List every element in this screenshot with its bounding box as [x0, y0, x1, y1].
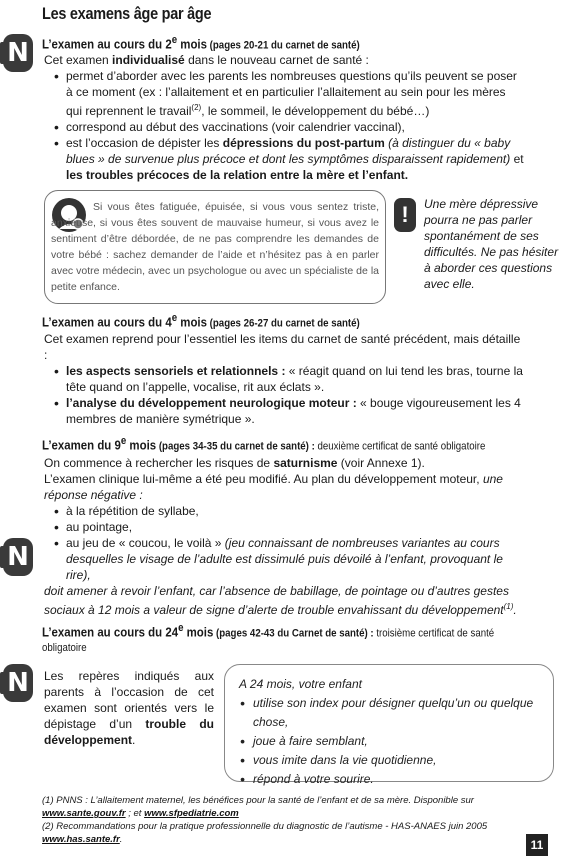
footnotes: (1) PNNS : L’allaitement maternel, les bénéfices pour la santé de l’enfant et de sa mère. Disponible sur www.sante.gouv.fr ; et www.sfpediatrie.com (2) Recommandations pour la pratique professionnelle du diagnostic de l’autisme - HAS-ANAES juin 2005 www.has.sante.fr.: [42, 795, 488, 845]
section-24-mois-heading: L’examen au cours du 24e mois (pages 42-43 du Carnet de santé) : troisième certificat de santé obligatoire: [42, 622, 495, 655]
list-item: • répond à votre sourire.: [239, 770, 553, 789]
section-4-mois-body: Cet examen reprend pour l’essentiel les items du carnet de santé précédent, mais détaille : • les aspects sensoriels et relationnels : « réagit quand on lui tend les bras, tourne la tête quand on l’appelle, vocalise, rit aux éclats ». • l’analyse du développement neurologique moteur : « bouge vigoureusement les 4 membres de manière symétrique ».: [44, 331, 524, 427]
list-item: • est l’occasion de dépister les dépressions du post-partum (à distinguer du « baby blues » de survenue plus précoce et dont les symptômes disparaissent rapidement) et les troubles précoces de la relation entre la mère et l’enfant.: [44, 135, 524, 183]
link-sfpediatrie[interactable]: www.sfpediatrie.com: [144, 808, 239, 819]
section-2-mois-heading: L’examen au cours du 2e mois (pages 20-21 du carnet de santé): [42, 34, 360, 52]
page-title: Les examens âge par âge: [42, 4, 212, 23]
section-4-mois-heading: L’examen au cours du 4e mois (pages 26-27 du carnet de santé): [42, 312, 360, 330]
link-sante-gouv[interactable]: www.sante.gouv.fr: [42, 808, 126, 819]
list-item: • utilise son index pour désigner quelqu’un ou quelque chose,: [239, 694, 553, 732]
list-item: • vous imite dans la vie quotidienne,: [239, 751, 553, 770]
page-number: 11: [526, 834, 548, 856]
section-2-mois-body: Cet examen individualisé dans le nouveau carnet de santé : • permet d’aborder avec les parents les nombreuses questions qu’ils peuvent se poser à ce moment (ex : l’allaitement et en particulier l’allaitement au sein pour les mères qui reprennent le travail$^{(2)}$, le sommeil, le développement du bébé…) • correspond au début des vaccinations (voir calendrier vaccinal), • est l’occasion de dépister les dépressions du post-partum (à distinguer du « baby blues » de survenue plus précoce et dont les symptômes disparaissent rapidement) et les troubles précoces de la relation entre la mère et l’enfant.: [44, 52, 524, 183]
list-item: • permet d’aborder avec les parents les nombreuses questions qu’ils peuvent se poser à ce moment (ex : l’allaitement et en particulier l’allaitement au sein pour les mères qui reprennent le travail$^{(2)}$, le sommeil, le développement du bébé…): [44, 68, 524, 119]
section-24-mois-body: Les repères indiqués aux parents à l’occasion de cet examen sont orientés vers le dépistage d’un trouble du développement.: [44, 669, 214, 747]
milestones-box: [224, 664, 554, 786]
list-item: • les aspects sensoriels et relationnels : « réagit quand on lui tend les bras, tourne la tête quand on l’appelle, vocalise, rit aux éclats ».: [44, 363, 524, 395]
n-badge-icon: N: [3, 34, 33, 72]
advice-box: [44, 190, 386, 304]
n-badge-icon: N: [3, 664, 33, 702]
side-note: Une mère dépressive pourra ne pas parler spontanément de ses difficultés. Ne pas hésiter à aborder ces questions avec elle.: [424, 197, 559, 291]
link-has-sante[interactable]: www.has.sante.fr: [42, 834, 120, 845]
section-9-mois-heading: L’examen du 9e mois (pages 34-35 du carnet de santé) : deuxième certificat de santé obligatoire: [42, 435, 486, 453]
list-item: • joue à faire semblant,: [239, 732, 553, 751]
list-item: • correspond au début des vaccinations (voir calendrier vaccinal),: [44, 119, 524, 135]
list-item: • au pointage,: [44, 519, 524, 535]
list-item: • au jeu de « coucou, le voilà » (jeu connaissant de nombreuses variantes au cours desquelles le visage de l’adulte est dissimulé puis dévoilé à l’enfant, provoquant le rire),: [44, 535, 524, 583]
n-badge-icon: N: [3, 538, 33, 576]
milestones-lead: A 24 mois, votre enfant: [239, 677, 362, 691]
section-9-mois-body: On commence à rechercher les risques de saturnisme (voir Annexe 1). L’examen clinique lui-même a été peu modifié. Au plan du développement moteur, une réponse négative : • à la répétition de syllabe, • au pointage, • au jeu de « coucou, le voilà » (jeu connaissant de nombreuses variantes au cours desquelles le visage de l’adulte est dissimulé puis dévoilé à l’enfant, provoquant le rire), doit amener à revoir l’enfant, car l’absence de babillage, de pointage ou d’autres gestes sociaux à 12 mois a valeur de signe d’alerte de trouble envahissant du développement$^{(1)}$.: [44, 455, 524, 618]
advice-text: Si vous êtes fatiguée, épuisée, si vous vous sentez triste, anxieuse, si vous êtes souvent de mauvaise humeur, si vous avez le sentiment d’être débordée, de ne pas comprendre les demandes de votre bébé : sachez demander de l’aide et n’hésitez pas à en parler avec votre médecin, avec un psychologue ou avec un spécialiste de la petite enfance.: [51, 201, 379, 293]
exclamation-icon: !: [394, 198, 416, 232]
list-item: • à la répétition de syllabe,: [44, 503, 524, 519]
list-item: • l’analyse du développement neurologique moteur : « bouge vigoureusement les 4 membres de manière symétrique ».: [44, 395, 524, 427]
